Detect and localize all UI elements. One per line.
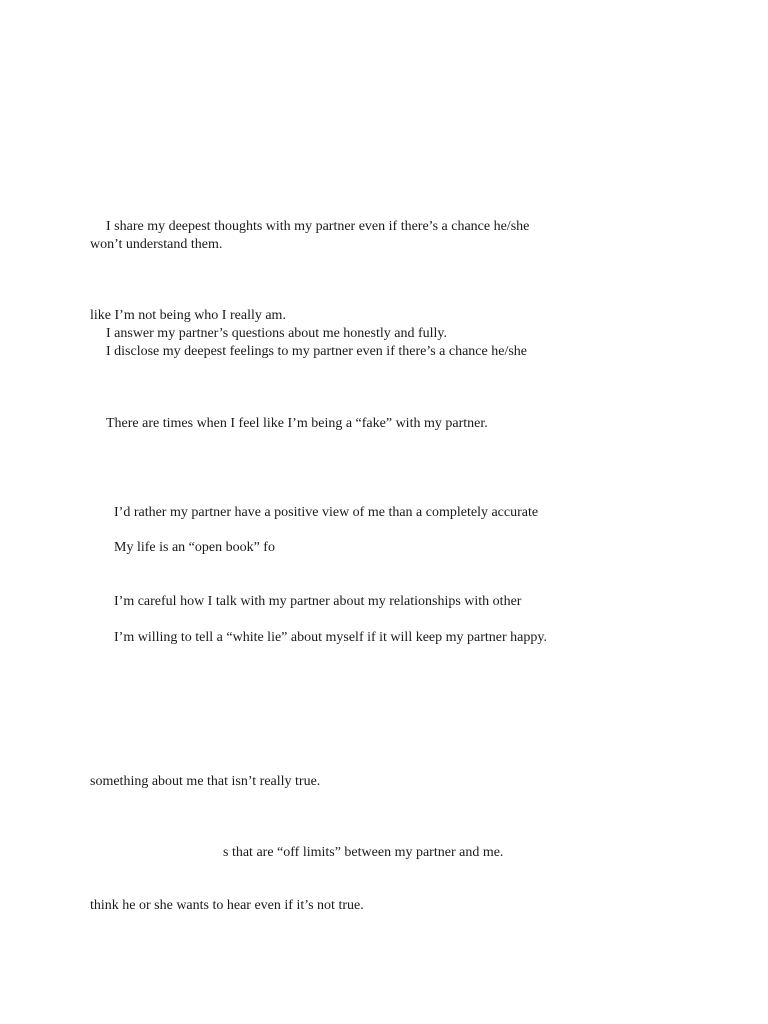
text-line: s that are “off limits” between my partner and me.: [223, 845, 504, 860]
text-line: think he or she wants to hear even if it’s not true.: [90, 898, 364, 913]
text-line: There are times when I feel like I’m being a “fake” with my partner.: [106, 416, 488, 431]
text-line: I’m willing to tell a “white lie” about myself if it will keep my partner happy.: [114, 630, 547, 645]
text-line: like I’m not being who I really am.: [90, 308, 286, 323]
text-line: I answer my partner’s questions about me honestly and fully.: [106, 326, 447, 341]
text-line: My life is an “open book” fo: [114, 540, 275, 555]
text-line: I’m careful how I talk with my partner about my relationships with other: [114, 594, 522, 609]
text-line: something about me that isn’t really true.: [90, 774, 321, 789]
text-line: I share my deepest thoughts with my partner even if there’s a chance he/she: [106, 219, 530, 234]
text-line: I disclose my deepest feelings to my partner even if there’s a chance he/she: [106, 344, 528, 359]
text-line: won’t understand them.: [90, 237, 223, 252]
text-line: I’d rather my partner have a positive view of me than a completely accurate: [114, 505, 539, 520]
